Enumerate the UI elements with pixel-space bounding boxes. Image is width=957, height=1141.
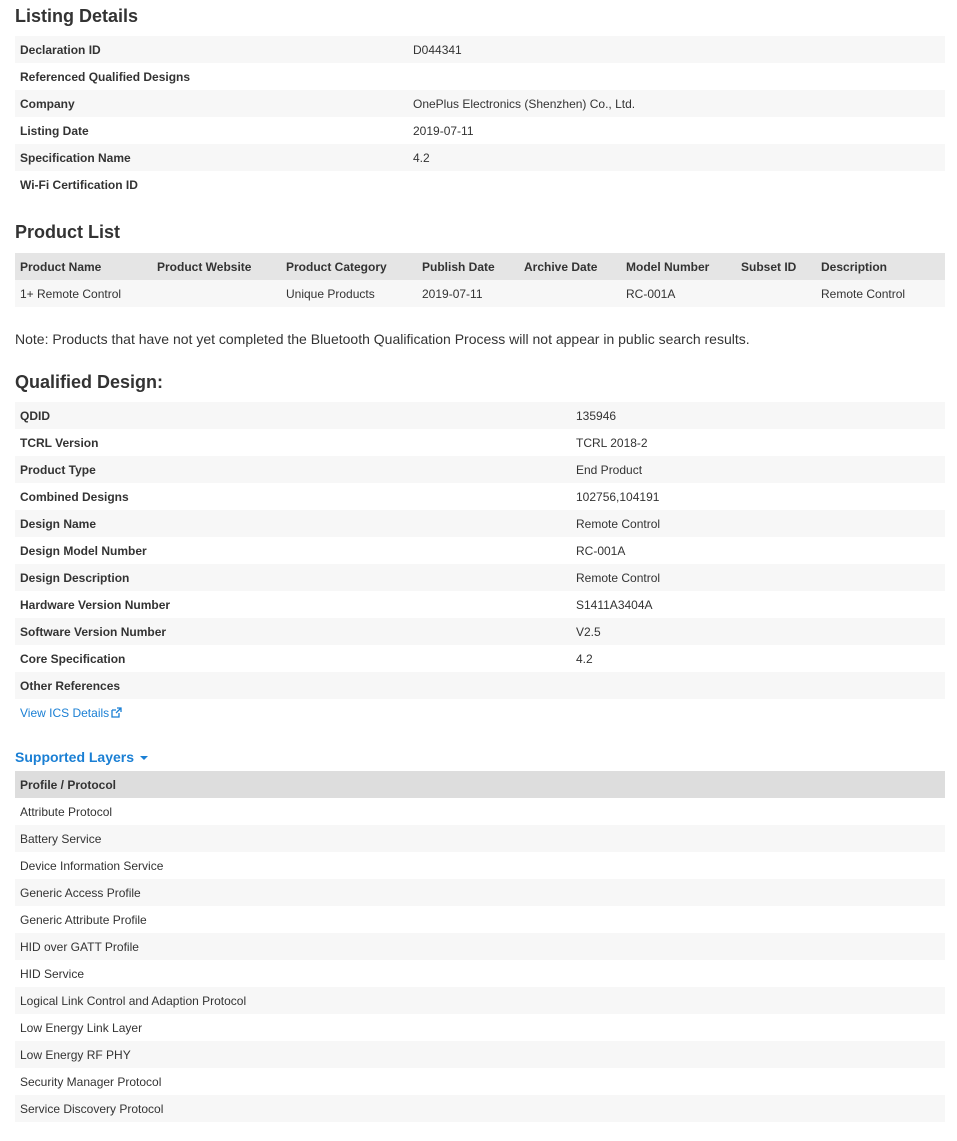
specification-name-label: Specification Name	[15, 144, 408, 171]
table-row	[15, 63, 945, 90]
referenced-designs-label: Referenced Qualified Designs	[20, 69, 191, 84]
layer-item: Attribute Protocol	[20, 804, 113, 819]
table-header-row	[15, 253, 945, 280]
table-row	[15, 1068, 945, 1095]
product-list-title: Product List	[15, 222, 121, 242]
qualified-design-title: Qualified Design:	[15, 372, 164, 392]
table-row	[15, 1041, 945, 1068]
table-row	[15, 90, 945, 117]
col-product-website[interactable]: Product Website	[152, 253, 281, 280]
table-row	[15, 402, 945, 429]
qdid-label: QDID	[15, 402, 571, 429]
table-row	[15, 483, 945, 510]
cell-publish-date: 2019-07-11	[417, 280, 519, 307]
layer-item: Generic Access Profile	[15, 879, 945, 906]
table-row	[15, 618, 945, 645]
table-row	[15, 117, 945, 144]
design-description-value: Remote Control	[571, 564, 945, 591]
cell-archive-date	[519, 280, 621, 307]
table-row	[15, 906, 945, 933]
wifi-cert-id-label: Wi-Fi Certification ID	[20, 177, 138, 192]
external-link-icon	[111, 706, 122, 722]
table-row	[15, 591, 945, 618]
combined-designs-label: Combined Designs	[20, 489, 129, 504]
cell-description: Remote Control	[816, 280, 945, 307]
qdid-value: 135946	[571, 402, 945, 429]
col-profile-protocol[interactable]: Profile / Protocol	[15, 771, 945, 798]
col-product-category[interactable]: Product Category	[281, 253, 417, 280]
supported-layers-toggle[interactable]	[15, 748, 148, 766]
table-row	[15, 144, 945, 171]
design-name-label: Design Name	[15, 510, 571, 537]
cell-product-category: Unique Products	[281, 280, 417, 307]
referenced-designs-value	[408, 63, 945, 90]
layer-item: Generic Attribute Profile	[20, 912, 147, 927]
col-publish-date[interactable]: Publish Date	[417, 253, 519, 280]
listing-date-label: Listing Date	[20, 123, 89, 138]
table-row	[15, 798, 945, 825]
specification-name-value: 4.2	[408, 144, 945, 171]
company-value: OnePlus Electronics (Shenzhen) Co., Ltd.	[408, 90, 945, 117]
table-row	[15, 879, 945, 906]
table-row	[15, 564, 945, 591]
layer-item: Security Manager Protocol	[20, 1074, 162, 1089]
cell-model-number: RC-001A	[621, 280, 736, 307]
wifi-cert-id-value	[408, 171, 945, 198]
layer-item: Low Energy Link Layer	[20, 1020, 143, 1035]
cell-product-website	[152, 280, 281, 307]
cell-product-name: 1+ Remote Control	[15, 280, 152, 307]
declaration-id-label: Declaration ID	[15, 36, 408, 63]
software-version-value: V2.5	[571, 618, 945, 645]
layer-item: Service Discovery Protocol	[15, 1095, 945, 1122]
table-row	[15, 1014, 945, 1041]
table-row	[15, 825, 945, 852]
layer-item: HID Service	[20, 966, 85, 981]
table-row	[15, 672, 945, 699]
listing-date-value: 2019-07-11	[413, 123, 474, 138]
col-archive-date[interactable]: Archive Date	[519, 253, 621, 280]
col-product-name[interactable]: Product Name	[15, 253, 152, 280]
design-model-number-value: RC-001A	[576, 543, 626, 558]
table-row	[15, 987, 945, 1014]
product-list-table	[15, 253, 945, 307]
col-description[interactable]: Description	[816, 253, 945, 280]
combined-designs-value: 102756,104191	[576, 489, 660, 504]
table-row	[15, 510, 945, 537]
hardware-version-label: Hardware Version Number	[20, 597, 171, 612]
other-references-value	[571, 672, 945, 699]
supported-layers-table	[15, 771, 945, 1122]
layer-item: Device Information Service	[20, 858, 164, 873]
table-row	[15, 36, 945, 63]
qualified-design-table	[15, 402, 945, 699]
table-row	[15, 1095, 945, 1122]
hardware-version-value: S1411A3404A	[576, 597, 653, 612]
listing-details-table	[15, 36, 945, 198]
layer-item: Logical Link Control and Adaption Protocol	[15, 987, 945, 1014]
table-row	[15, 537, 945, 564]
product-type-value: End Product	[571, 456, 945, 483]
table-header-row	[15, 771, 945, 798]
design-model-number-label: Design Model Number	[20, 543, 147, 558]
table-row	[15, 280, 945, 307]
core-specification-value: 4.2	[576, 651, 593, 666]
design-name-value: Remote Control	[571, 510, 945, 537]
cell-subset-id	[736, 280, 816, 307]
col-model-number[interactable]: Model Number	[621, 253, 736, 280]
core-specification-label: Core Specification	[20, 651, 126, 666]
layer-item: Low Energy RF PHY	[15, 1041, 945, 1068]
design-description-label: Design Description	[15, 564, 571, 591]
table-row	[15, 171, 945, 198]
tcrl-version-value: TCRL 2018-2	[576, 435, 648, 450]
table-row	[15, 456, 945, 483]
table-row	[15, 645, 945, 672]
col-subset-id[interactable]: Subset ID	[736, 253, 816, 280]
company-label: Company	[15, 90, 408, 117]
view-ics-details-label: View ICS Details	[20, 706, 110, 720]
supported-layers-label: Supported Layers	[15, 749, 135, 765]
software-version-label: Software Version Number	[15, 618, 571, 645]
declaration-id-value: D044341	[408, 36, 945, 63]
table-row	[15, 933, 945, 960]
qualification-note: Note: Products that have not yet completed the Bluetooth Qualification Process will not appear in public search results.	[15, 331, 750, 347]
caret-down-icon	[140, 756, 148, 760]
listing-details-title: Listing Details	[15, 6, 139, 26]
product-type-label: Product Type	[15, 456, 571, 483]
table-row	[15, 960, 945, 987]
other-references-label: Other References	[15, 672, 571, 699]
view-ics-details-link[interactable]	[20, 705, 122, 722]
tcrl-version-label: TCRL Version	[20, 435, 99, 450]
layer-item: HID over GATT Profile	[15, 933, 945, 960]
table-row	[15, 852, 945, 879]
layer-item: Battery Service	[15, 825, 945, 852]
table-row	[15, 429, 945, 456]
